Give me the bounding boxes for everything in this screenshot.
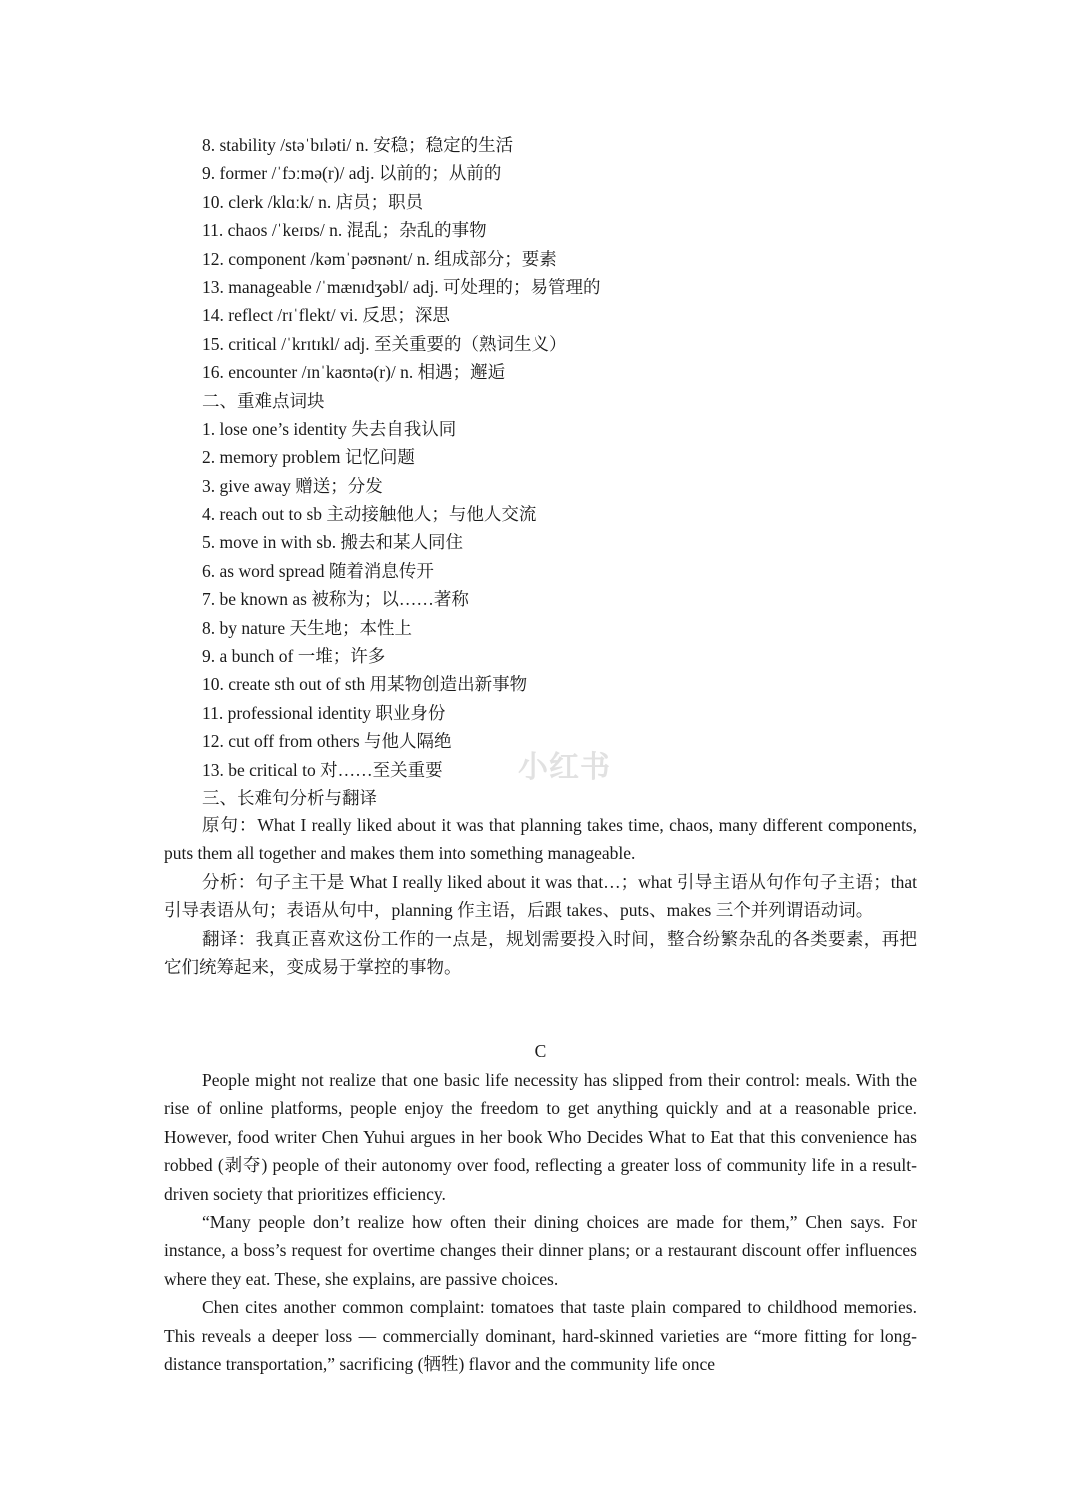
vocab-item: 11. chaos /ˈkeɪɒs/ n. 混乱；杂乱的事物 [202, 220, 487, 241]
vocab-item: 10. clerk /klɑːk/ n. 店员；职员 [202, 191, 424, 212]
phrase-item: 2. memory problem 记忆问题 [202, 447, 415, 468]
watermark-logo: 小红书 [518, 750, 611, 785]
phrase-item: 12. cut off from others 与他人隔绝 [202, 731, 452, 752]
passage-heading: C [534, 1041, 547, 1061]
vocab-item: 13. manageable /ˈmænɪdʒəbl/ adj. 可处理的；易管理的 [202, 276, 601, 297]
section-title-sentence: 三、长难句分析与翻译 [202, 787, 377, 808]
translation-text: 翻译：我真正喜欢这份工作的一点是，规划需要投入时间，整合纷繁杂乱的各类要素，再把它们统筹起来，变成易于掌控的事物。 [164, 928, 917, 978]
original-sentence: 原句：What I really liked about it was that planning takes time, chaos, many different components, puts them all together and makes them into something manageable. [164, 815, 917, 864]
vocab-item: 8. stability /stəˈbɪləti/ n. 安稳；稳定的生活 [202, 135, 514, 155]
phrase-item: 4. reach out to sb 主动接触他人；与他人交流 [202, 504, 537, 525]
phrase-item: 1. lose one’s identity 失去自我认同 [202, 418, 457, 439]
phrase-item: 11. professional identity 职业身份 [202, 702, 446, 723]
phrase-item: 10. create sth out of sth 用某物创造出新事物 [202, 674, 528, 695]
phrase-item: 9. a bunch of 一堆；许多 [202, 646, 386, 667]
vocab-item: 14. reflect /rɪˈflekt/ vi. 反思；深思 [202, 305, 450, 326]
phrase-item: 5. move in with sb. 搬去和某人同住 [202, 532, 464, 553]
phrase-item: 13. be critical to 对……至关重要 [202, 759, 443, 780]
passage-paragraph: “Many people don’t realize how often their dining choices are made for them,” Chen says. For instance, a boss’s request for overtime changes their dinner plans; or a restaurant discount offer influences where they eat. These, she explains, are passive choices. [164, 1212, 917, 1289]
phrase-item: 8. by nature 天生地；本性上 [202, 617, 412, 638]
analysis-text: 分析：句子主干是 What I really liked about it was that…；what 引导主语从句作句子主语；that 引导表语从句；表语从句中，planning 作主语，后跟 takes、puts、makes 三个并列谓语动词。 [164, 871, 917, 921]
vocab-item: 15. critical /ˈkrɪtɪkl/ adj. 至关重要的（熟词生义） [202, 333, 567, 354]
vocabulary-list [202, 131, 922, 812]
phrase-item: 7. be known as 被称为；以……著称 [202, 589, 469, 610]
passage-c [164, 1066, 917, 1378]
vocab-item: 9. former /ˈfɔːmə(r)/ adj. 以前的；从前的 [202, 163, 502, 184]
vocab-item: 16. encounter /ɪnˈkaʊntə(r)/ n. 相遇；邂逅 [202, 362, 506, 383]
sentence-analysis [164, 811, 917, 981]
section-title-phrases: 二、重难点词块 [202, 390, 325, 411]
phrase-item: 3. give away 赠送；分发 [202, 475, 383, 496]
vocab-item: 12. component /kəmˈpəʊnənt/ n. 组成部分；要素 [202, 248, 557, 269]
passage-paragraph: Chen cites another common complaint: tomatoes that taste plain compared to childhood memories. This reveals a deeper loss — commercially dominant, hard-skinned varieties are “more fitting for long-distance transportation,” sacrificing (牺牲) flavor and the community life once [164, 1297, 917, 1375]
passage-paragraph: People might not realize that one basic life necessity has slipped from their control: meals. With the rise of online platforms, people enjoy the freedom to get anything quickly and at a reasonable price. However, food writer Chen Yuhui argues in her book Who Decides What to Eat that this convenience has robbed (剥夺) people of their autonomy over food, reflecting a greater loss of community life in a result-driven society that prioritizes efficiency. [164, 1070, 917, 1204]
phrase-item: 6. as word spread 随着消息传开 [202, 560, 434, 581]
